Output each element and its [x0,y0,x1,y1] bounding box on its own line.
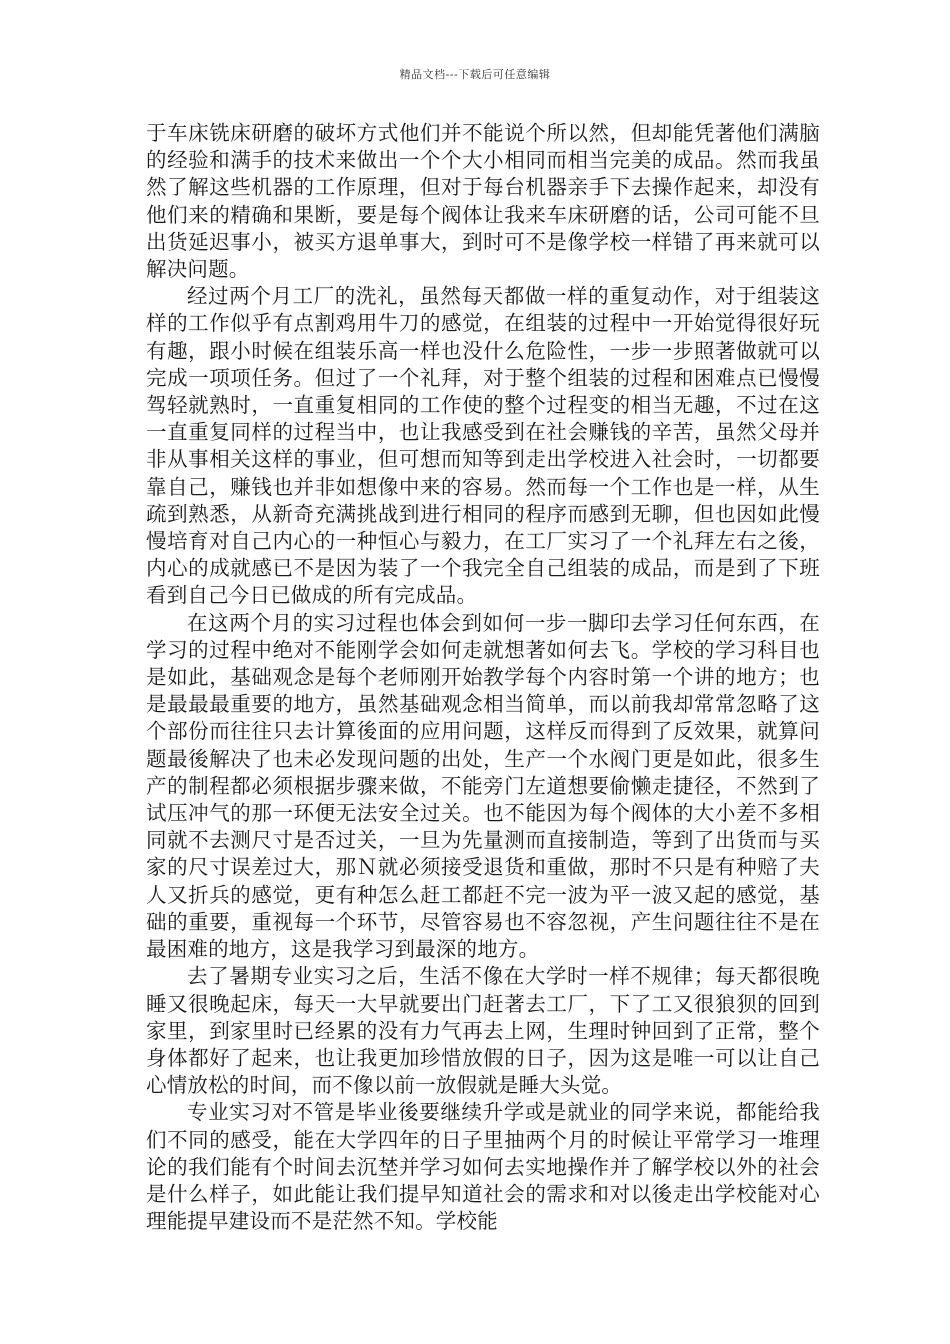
paragraph-5: 专业实习对不管是毕业後要继续升学或是就业的同学来说，都能给我们不同的感受，能在大学四年的日子里抽两个月的时候让平常学习一堆理论的我们能有个时间去沉埜并学习如何去实地操作并了解学校以外的社会是什么样子，如此能让我们提早知道社会的需求和对以後走出学校能对心理能提早建设而不是茫然不知。学校能 [146,1100,820,1234]
document-body [146,120,820,1235]
paragraph-1: 于车床铣床研磨的破坏方式他们并不能说个所以然，但却能凭著他们满脑的经验和满手的技术来做出一个个大小相同而相当完美的成品。然而我虽然了解这些机器的工作原理，但对于每台机器亲手下去操作起来，却没有他们来的精确和果断，要是每个阀体让我来车床研磨的话，公司可能不旦出货延迟事小，被买方退单事大，到时可不是像学校一样错了再来就可以解决问题。 [146,121,820,282]
paragraph-4: 去了暑期专业实习之后，生活不像在大学时一样不规律；每天都很晚睡又很晚起床，每天一大早就要出门赶著去工厂，下了工又很狼狈的回到家里，到家里时已经累的没有力气再去上网，生理时钟回到了正常，整个身体都好了起来，也让我更加珍惜放假的日子，因为这是唯一可以让自己心情放松的时间，而不像以前一放假就是睡大头觉。 [146,964,820,1098]
page-header: 精品文档---下载后可任意编辑 [399,68,551,81]
paragraph-3: 在这两个月的实习过程也体会到如何一步一脚印去学习任何东西，在学习的过程中绝对不能刚学会如何走就想著如何去飞。学校的学习科目也是如此，基础观念是每个老师刚开始教学每个内容时第一个讲的地方；也是最最最重要的地方，虽然基础观念相当简单，而以前我却常常忽略了这个部份而往往只去计算後面的应用问题，这样反而得到了反效果，就算问题最後解决了也未必发现问题的出处，生产一个水阀门更是如此，很多生产的制程都必须根据步骤来做，不能旁门左道想要偷懒走捷径，不然到了试压冲气的那一环便无法安全过关。也不能因为每个阀体的大小差不多相同就不去测尺寸是否过关，一旦为先量测而直接制造，等到了出货而与买家的尺寸误差过大，那Ｎ就必须接受退货和重做，那时不只是有种赔了夫人又折兵的感觉，更有种怎么赶工都赶不完一波为平一波又起的感觉，基础的重要，重视每一个环节，尽管容易也不容忽视，产生问题往往不是在最困难的地方，这是我学习到最深的地方。 [146,610,820,962]
paragraph-2: 经过两个月工厂的洗礼，虽然每天都做一样的重复动作，对于组装这样的工作似乎有点割鸡用牛刀的感觉，在组装的过程中一开始觉得很好玩有趣，跟小时候在组装乐高一样也没什么危险性，一步一步照著做就可以完成一项项任务。但过了一个礼拜，对于整个组装的过程和困难点已慢慢驾轻就熟时，一直重复相同的工作使的整个过程变的相当无趣，不过在这一直重复同样的过程当中，也让我感受到在社会赚钱的辛苦，虽然父母并非从事相关这样的事业，但可想而知等到走出学校进入社会时，一切都要靠自己，赚钱也并非如想像中来的容易。然而每一个工作也是一样，从生疏到熟悉，从新奇充满挑战到进行相同的程序而感到无聊，但也因如此慢慢培育对自己内心的一种恒心与毅力，在工厂实习了一个礼拜左右之後，内心的成就感已不是因为装了一个我完全自己组装的成品，而是到了下班看到自己今日已做成的所有完成品。 [146,284,820,608]
